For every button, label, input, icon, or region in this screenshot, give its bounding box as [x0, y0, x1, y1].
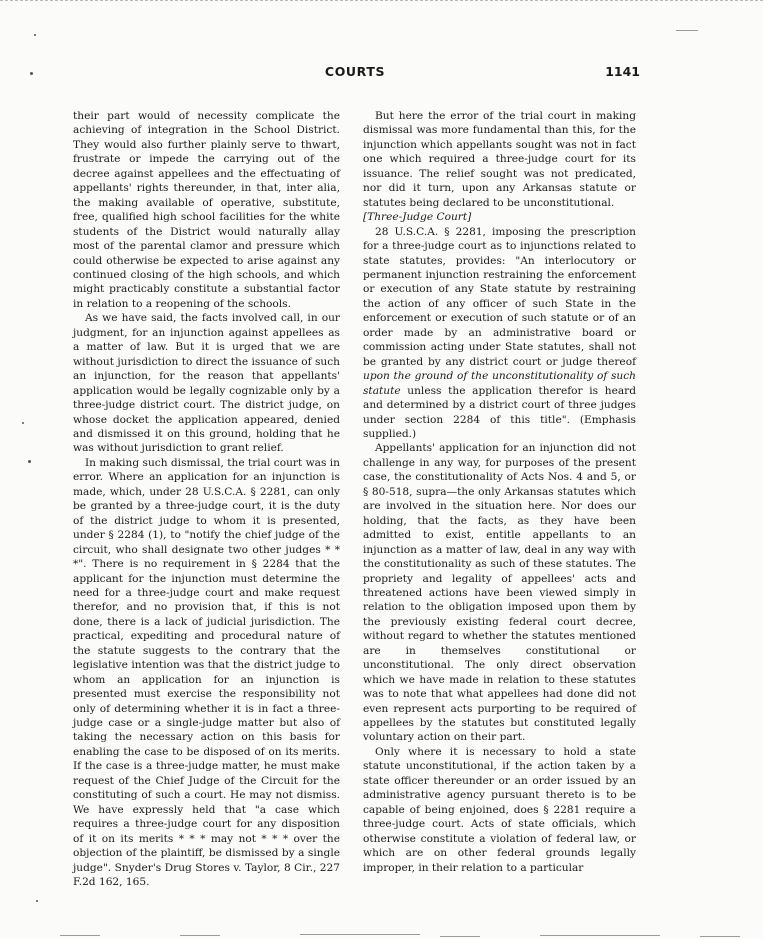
section-heading: [Three-Judge Court] [363, 211, 472, 224]
statute-quote-text: 28 U.S.C.A. § 2281, imposing the prescription for a three-judge court as to injunctions related to state statutes, provides: "An interlocutory or permanent injunction restraining the enforcement or execution of any State statute by restraining the action of any officer of such State in the enforcement or execution of such statute or of an order made by an administrative board or commission acting under State statutes, shall not be granted by any district court or judge thereof [363, 225, 636, 368]
right-paragraph-fundamental-error: But here the error of the trial court in making dismissal was more fundamental than this, for the injunction which appellants sought was not in fact one which required a three-judge court for its issuance. The relief sought was not predicated, nor did it turn, upon any Arkansas statute or statutes being declared to be unconstitutional. [363, 110, 636, 209]
bottom-rule [440, 936, 480, 937]
page-number: 1141 [605, 64, 640, 79]
left-paragraph-continued: their part would of necessity complicate the achieving of integration in the School District. They would also further plainly serve to thwart, frustrate or impede the carrying out of the decree against appellees and the effectuating of appellants' rights thereunder, in that, inter alia, the making available of operative, substitute, free, qualified high school facilities for the white students of the District would naturally allay most of the parental clamor and pressure which could otherwise be expected to arise against any continued closing of the high schools, and which might practicably constitute a substantial factor in relation to a reopening of the schools. [73, 110, 340, 310]
right-column [363, 109, 636, 875]
scan-speck [28, 460, 31, 463]
right-paragraph-statute-quote [363, 225, 636, 442]
left-paragraph-dismissal-error: In making such dismissal, the trial court was in error. Where an application for an injunction is made, which, under 28 U.S.C.A. § 2281, can only be granted by a three-judge court, it is the duty of the district judge to whom it is presented, under § 2284 (1), to "notify the chief judge of the circuit, who shall designate two other judges * * *". There is no requirement in § 2284 that the applicant for the injunction must determine the need for a three-judge court and make request therefor, and no provision that, if this is not done, there is a lack of judicial jurisdiction. The practical, expediting and procedural nature of the statute suggests to the contrary that the legislative intention was that the district judge to whom an application for an injunction is presented must exercise the responsibility not only of determining whether it is in fact a three-judge case or a single-judge matter but also of taking the necessary action on this basis for enabling the case to be disposed of on its merits. If the case is a three-judge matter, he must make request of the Chief Judge of the Circuit for the constituting of such a court. He may not dismiss. We have expressly held that "a case which requires a three-judge court for any disposition of it on its merits * * * may not * * * over the objection of the plaintiff, be dismissed by a single judge". Snyder's Drug Stores v. Taylor, 8 Cir., 227 F.2d 162, 165. [73, 456, 340, 889]
bottom-rule [180, 935, 220, 936]
scan-speck [30, 72, 33, 75]
statute-quote-text-end: unless the application therefor is heard and determined by a district court of three judges under section 2284 of this title". (Emphasis supplied.) [363, 384, 636, 440]
scan-mark [676, 30, 698, 31]
emphasized-quote-text: upon the ground of the unconstitutionality of such statute [363, 370, 636, 397]
right-paragraph-three-judge-rule: Only where it is necessary to hold a state statute unconstitutional, if the action taken by a state officer thereunder or an order issued by an administrative agency pursuant thereto is to be capable of being enjoined, does § 2281 require a three-judge court. Acts of state officials, which otherwise constitute a violation of federal law, or which are on other federal grounds legally improper, in their relation to a particular [363, 745, 636, 874]
right-paragraph-constitutionality: Appellants' application for an injunction did not challenge in any way, for purposes of the present case, the constitutionality of Acts Nos. 4 and 5, or § 80-518, supra—the only Arkansas statutes which are involved in the situation here. Nor does our holding, that the facts, as they have been admitted to exist, entitle appellants to an injunction as a matter of law, deal in any way with the constitutionality as such of these statutes. The propriety and legality of appellees' acts and threatened actions have been viewed simply in relation to the obligation imposed upon them by the previously existing federal court decree, without regard to whether the statutes mentioned are in themselves constitutional or unconstitutional. The only direct observation which we have made in relation to these statutes was to note that what appellees had done did not even represent acts purporting to be required of appellees by the statutes but constituted legally voluntary action on their part. [363, 442, 636, 744]
left-column [73, 109, 340, 889]
left-paragraph-jurisdiction: As we have said, the facts involved call, in our judgment, for an injunction against appellees as a matter of law. But it is urged that we are without jurisdiction to direct the issuance of such an injunction, for the reason that appellants' application would be legally cognizable only by a three-judge district court. The district judge, on whose docket the application appeared, denied and dismissed it on this ground, holding that he was without jurisdiction to grant relief. [73, 312, 340, 455]
scan-speck [34, 34, 36, 36]
scan-speck [22, 422, 24, 424]
bottom-rule [300, 934, 420, 935]
page-top-edge [0, 0, 763, 4]
bottom-rule [700, 936, 740, 937]
scan-speck [36, 900, 38, 902]
bottom-rule [540, 935, 660, 936]
bottom-rule [60, 935, 100, 936]
running-head [70, 64, 640, 82]
running-head-title: COURTS [324, 64, 386, 79]
